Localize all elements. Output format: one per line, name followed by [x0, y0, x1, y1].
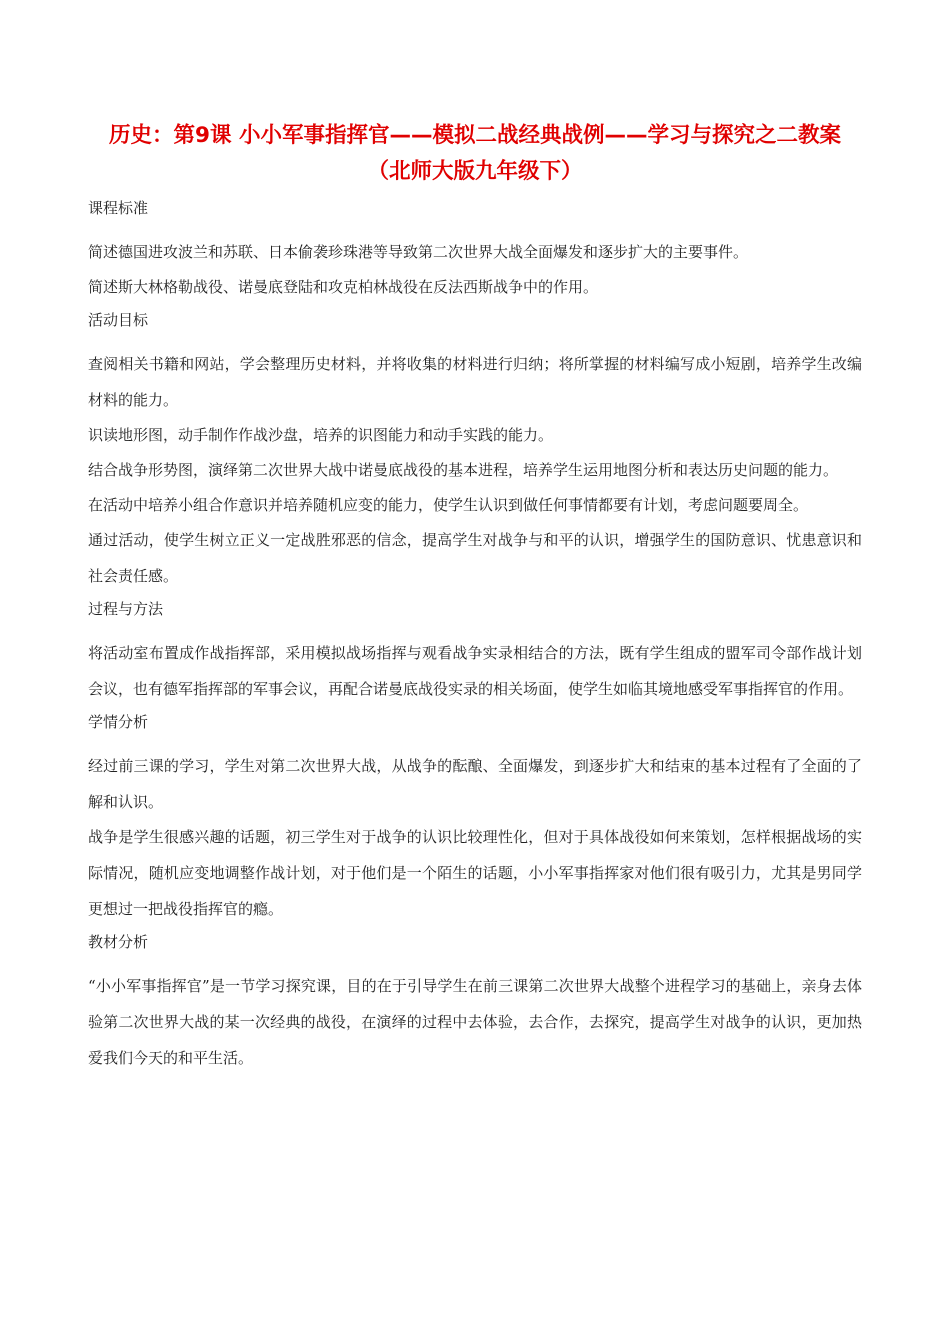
- document-subtitle: （北师大版九年级下）: [367, 159, 583, 184]
- paragraph: 简述德国进攻波兰和苏联、日本偷袭珍珠港等导致第二次世界大战全面爆发和逐步扩大的主要事件。: [88, 243, 749, 261]
- paragraph: 通过活动，使学生树立正义一定战胜邪恶的信念，提高学生对战争与和平的认识，增强学生的国防意识、忧患意识和社会责任感。: [88, 531, 862, 585]
- section-heading: 过程与方法: [88, 600, 164, 618]
- paragraph: “小小军事指挥官”是一节学习探究课，目的在于引导学生在前三课第二次世界大战整个进程学习的基础上，亲身去体验第二次世界大战的某一次经典的战役，在演绎的过程中去体验，去合作，去探究，提高学生对战争的认识，更加热爱我们今天的和平生活。: [88, 977, 862, 1067]
- section-textbook-analysis: [88, 932, 862, 1076]
- paragraph: 经过前三课的学习，学生对第二次世界大战，从战争的酝酿、全面爆发，到逐步扩大和结束的基本过程有了全面的了解和认识。: [88, 757, 862, 811]
- paragraph: 将活动室布置成作战指挥部，采用模拟战场指挥与观看战争实录相结合的方法，既有学生组成的盟军司令部作战计划会议，也有德军指挥部的军事会议，再配合诺曼底战役实录的相关场面，使学生如临其境地感受军事指挥官的作用。: [88, 644, 862, 698]
- document-body: [88, 198, 862, 1076]
- section-curriculum-standard: [88, 198, 862, 305]
- section-heading: 活动目标: [88, 311, 149, 329]
- section-student-analysis: [88, 712, 862, 927]
- section-heading: 学情分析: [88, 713, 149, 731]
- section-process-method: [88, 599, 862, 707]
- paragraph: 在活动中培养小组合作意识并培养随机应变的能力，使学生认识到做任何事情都要有计划，考虑问题要周全。: [88, 496, 809, 514]
- section-heading: 课程标准: [88, 199, 149, 217]
- paragraph: 战争是学生很感兴趣的话题，初三学生对于战争的认识比较理性化，但对于具体战役如何来策划，怎样根据战场的实际情况，随机应变地调整作战计划，对于他们是一个陌生的话题，小小军事指挥家对他们很有吸引力，尤其是男同学更想过一把战役指挥官的瘾。: [88, 828, 862, 918]
- section-heading: 教材分析: [88, 933, 149, 951]
- paragraph: 识读地形图，动手制作作战沙盘，培养的识图能力和动手实践的能力。: [88, 426, 554, 444]
- paragraph: 结合战争形势图，演绎第二次世界大战中诺曼底战役的基本进程，培养学生运用地图分析和表达历史问题的能力。: [88, 461, 839, 479]
- paragraph: 查阅相关书籍和网站，学会整理历史材料，并将收集的材料进行归纳；将所掌握的材料编写成小短剧，培养学生改编材料的能力。: [88, 355, 862, 409]
- paragraph: 简述斯大林格勒战役、诺曼底登陆和攻克柏林战役在反法西斯战争中的作用。: [88, 278, 599, 296]
- section-activity-goals: [88, 310, 862, 594]
- document-title: 历史：第9课 小小军事指挥官——模拟二战经典战例——学习与探究之二教案: [109, 123, 841, 148]
